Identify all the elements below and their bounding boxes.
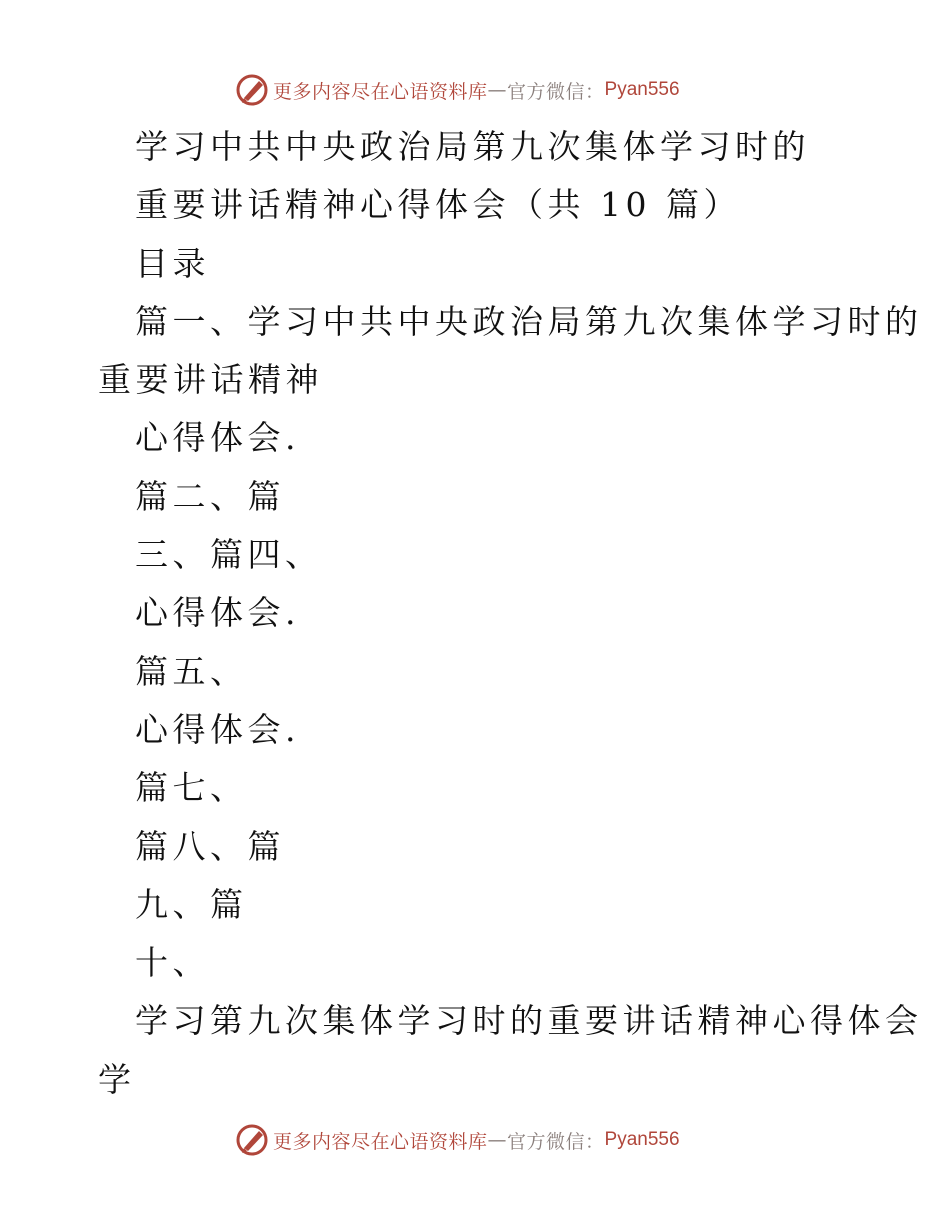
body-paragraph-line: 学习第九次集体学习时的重要讲话精神心得体会 bbox=[135, 1001, 923, 1041]
toc-line: 三、篇四、 bbox=[135, 535, 323, 575]
banner-label: 官方微信： bbox=[507, 80, 605, 103]
banner-wechat-id: Pyan556 bbox=[604, 1129, 680, 1150]
toc-line: 九、篇 bbox=[135, 884, 248, 924]
banner-dash: — bbox=[487, 79, 508, 101]
body-paragraph-line: 学 bbox=[98, 1059, 136, 1099]
toc-line: 重要讲话精神 bbox=[98, 360, 323, 400]
toc-line: 篇一、学习中共中央政治局第九次集体学习时的 bbox=[135, 301, 923, 341]
toc-line: 心得体会. bbox=[135, 593, 300, 633]
toc-line: 心得体会. bbox=[135, 418, 300, 458]
toc-line: 十、 bbox=[135, 943, 210, 983]
pen-logo-icon bbox=[235, 73, 269, 107]
toc-line: 篇七、 bbox=[135, 768, 248, 808]
banner-dash: — bbox=[487, 1129, 508, 1151]
document-body bbox=[98, 118, 923, 1109]
banner-text: 更多内容尽在心语资料库 bbox=[273, 1130, 488, 1153]
toc-line: 篇五、 bbox=[135, 651, 248, 691]
banner-text: 更多内容尽在心语资料库 bbox=[273, 80, 488, 103]
footer-watermark-banner bbox=[235, 1122, 715, 1158]
toc-heading: 目录 bbox=[135, 243, 210, 283]
pen-logo-icon bbox=[235, 1123, 269, 1157]
toc-line: 篇二、篇 bbox=[135, 476, 285, 516]
toc-line: 心得体会. bbox=[135, 709, 300, 749]
header-watermark-banner bbox=[235, 72, 715, 108]
banner-wechat-id: Pyan556 bbox=[604, 79, 680, 100]
doc-title-line-1: 学习中共中央政治局第九次集体学习时的 bbox=[135, 127, 810, 166]
doc-title-line-2: 重要讲话精神心得体会（共 10 篇） bbox=[135, 185, 741, 225]
toc-line: 篇八、篇 bbox=[135, 826, 285, 866]
banner-label: 官方微信： bbox=[507, 1130, 605, 1153]
